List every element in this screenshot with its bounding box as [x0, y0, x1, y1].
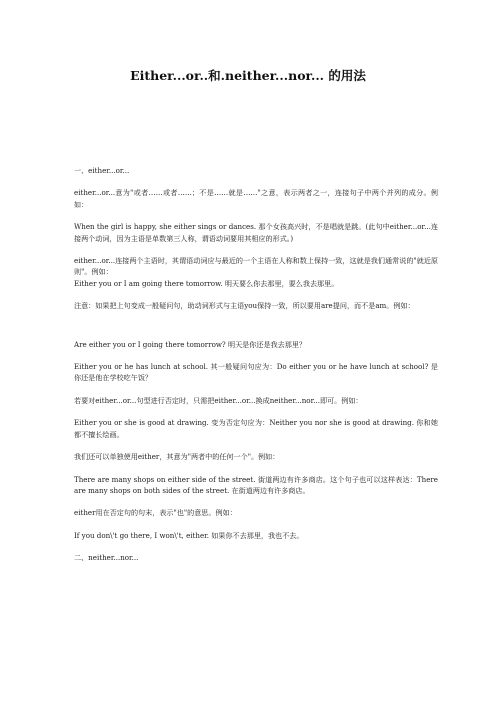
document-body	[74, 165, 438, 575]
section-heading-neither-nor: 二、neither...nor...	[74, 553, 139, 563]
paragraph: 若要对either...or...句型进行否定时，只需把either...or...换成neither...nor...即可。例如：	[74, 395, 363, 405]
document-title: Either...or..和.neither...nor... 的用法	[130, 68, 366, 83]
paragraph: either用在否定句的句末，表示"也"的意思。例如：	[74, 508, 237, 518]
example-sentence: Are either you or I going there tomorrow? 明天是你还是我去那里？	[74, 339, 307, 349]
example-sentence: Either you or she is good at drawing. 变为否定句应为：Neither you nor she is good at drawing. 你和她都不擅长绘画。	[74, 418, 438, 439]
example-sentence: There are many shops on either side of the street. 街道两边有许多商店。这个句子也可以这样表达：There are many shops on both sides of the street. 在街道两边有许多商店。	[74, 474, 438, 495]
paragraph: either...or...连接两个主语时，其谓语动词应与最近的一个主语在人称和数上保持一致，这就是我们通常说的"就近原则"。例如：	[74, 256, 438, 277]
example-sentence: Either you or he has lunch at school. 其一般疑问句应为：Do either you or he have lunch at school? 是你还是他在学校吃午饭？	[74, 362, 438, 383]
section-heading-either-or: 一、either...or...	[74, 166, 130, 175]
paragraph: 我们还可以单独使用either，其意为"两者中的任何一个"。例如：	[74, 452, 280, 462]
paragraph: When the girl is happy, she either sings or dances. 那个女孩高兴时，不是唱就是跳。(此句中either...or...连接两个动词，因为主语是单数第三人称，谓语动词要用其相应的形式。)	[74, 222, 438, 243]
example-sentence: If you don\'t go there, I won\'t, either. 如果你不去那里，我也不去。	[74, 530, 304, 540]
example-sentence: Either you or I am going there tomorrow. 明天要么你去那里，要么我去那里。	[74, 278, 339, 288]
note-paragraph: 注意：如果把上句变成一般疑问句，助动词形式与主语you保持一致，所以要用are提问，而不是am。例如：	[74, 301, 415, 311]
paragraph: either...or...意为"或者……或者……；不是……就是……"之意，表示两者之一，连接句子中两个并列的成分。例如：	[74, 188, 438, 209]
